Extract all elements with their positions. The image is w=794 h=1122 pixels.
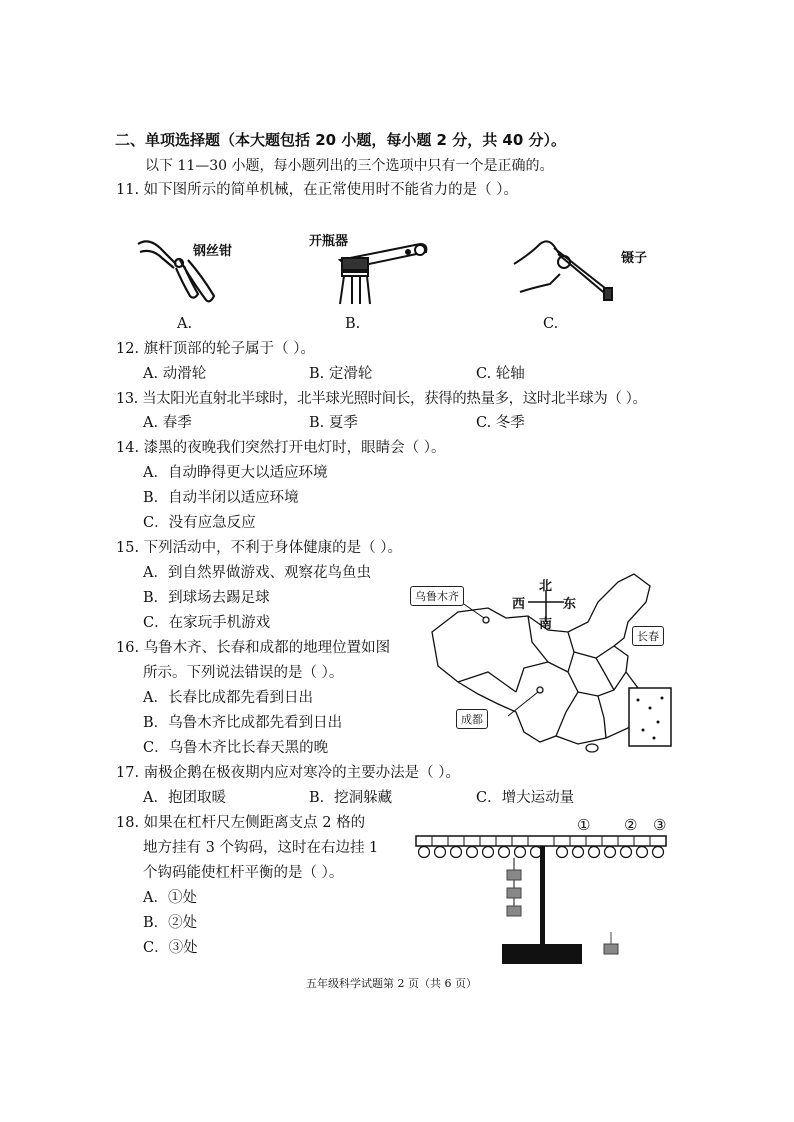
section-intro: 以下 11—30 小题，每小题列出的三个选项中只有一个是正确的。 <box>145 158 554 174</box>
lever-mark-3: ③ <box>653 816 667 834</box>
compass-west: 西 <box>512 597 526 612</box>
q12-stem: 12. 旗杆顶部的轮子属于（ ）。 <box>116 341 316 357</box>
q17-option-a[interactable]: A．抱团取暖 <box>143 790 226 806</box>
lever-mark-1: ① <box>577 816 591 834</box>
lever-mark-2: ② <box>624 816 638 834</box>
compass-north: 北 <box>539 579 553 594</box>
q12-option-c[interactable]: C. 轮轴 <box>476 366 525 382</box>
q18-stem-line1: 18. 如果在杠杆尺左侧距离支点 2 格的 <box>116 815 366 831</box>
q12-option-b[interactable]: B. 定滑轮 <box>309 366 373 382</box>
map-label-urumqi: 乌鲁木齐 <box>410 586 464 606</box>
q17-option-c[interactable]: C．增大运动量 <box>476 790 575 806</box>
q13-stem: 13. 当太阳光直射北半球时，北半球光照时间长，获得的热量多，这时北半球为（ ）。 <box>116 391 647 407</box>
q14-stem: 14. 漆黑的夜晚我们突然打开电灯时，眼睛会（ ）。 <box>116 440 446 456</box>
bottle-opener-label: 开瓶器 <box>309 234 349 249</box>
map-label-changchun: 长春 <box>632 626 664 646</box>
section-title: 二、单项选择题（本大题包括 20 小题，每小题 2 分，共 40 分）。 <box>115 131 567 149</box>
compass-east: 东 <box>563 597 577 612</box>
q15-option-a[interactable]: A．到自然界做游戏、观察花鸟鱼虫 <box>143 565 371 581</box>
q11-option-a[interactable]: A. <box>177 316 193 332</box>
q14-option-c[interactable]: C．没有应急反应 <box>143 515 256 531</box>
q14-option-b[interactable]: B．自动半闭以适应环境 <box>143 490 299 506</box>
q16-option-b[interactable]: B．乌鲁木齐比成都先看到日出 <box>143 715 343 731</box>
q15-stem: 15. 下列活动中，不利于身体健康的是（ ）。 <box>116 540 403 556</box>
map-label-chengdu: 成都 <box>456 709 488 729</box>
q18-option-c[interactable]: C．③处 <box>143 940 198 956</box>
q18-stem-line2: 地方挂有 3 个钩码，这时在右边挂 1 <box>143 840 379 856</box>
q17-stem: 17. 南极企鹅在极夜期内应对寒冷的主要办法是（ ）。 <box>116 765 461 781</box>
q16-stem-line1: 16. 乌鲁木齐、长春和成都的地理位置如图 <box>116 640 391 656</box>
q16-option-a[interactable]: A．长春比成都先看到日出 <box>143 690 313 706</box>
q13-option-c[interactable]: C. 冬季 <box>476 415 525 431</box>
q18-option-a[interactable]: A．①处 <box>143 890 197 906</box>
pliers-label: 钢丝钳 <box>193 244 233 259</box>
q18-stem-line3: 个钩码能使杠杆平衡的是（ ）。 <box>143 865 344 881</box>
tweezers-illustration <box>510 234 620 304</box>
lever-diagram <box>410 820 675 970</box>
q11-option-c[interactable]: C. <box>543 316 559 332</box>
q17-option-b[interactable]: B．挖洞躲藏 <box>309 790 393 806</box>
page-footer: 五年级科学试题第 2 页（共 6 页） <box>306 977 477 990</box>
q11-option-b[interactable]: B. <box>345 316 361 332</box>
compass-south: 南 <box>539 617 553 632</box>
q15-option-c[interactable]: C．在家玩手机游戏 <box>143 615 271 631</box>
tweezers-label: 镊子 <box>621 251 648 266</box>
q18-option-b[interactable]: B．②处 <box>143 915 198 931</box>
q15-option-b[interactable]: B．到球场去踢足球 <box>143 590 270 606</box>
q11-stem: 11. 如下图所示的简单机械，在正常使用时不能省力的是（ ）。 <box>116 182 519 198</box>
q13-option-b[interactable]: B. 夏季 <box>309 415 358 431</box>
q13-option-a[interactable]: A. 春季 <box>143 415 192 431</box>
q16-stem-line2: 所示。下列说法错误的是（ ）。 <box>143 665 344 681</box>
q12-option-a[interactable]: A. 动滑轮 <box>143 366 207 382</box>
q14-option-a[interactable]: A．自动睁得更大以适应环境 <box>143 465 328 481</box>
q16-option-c[interactable]: C．乌鲁木齐比长春天黑的晚 <box>143 740 329 756</box>
